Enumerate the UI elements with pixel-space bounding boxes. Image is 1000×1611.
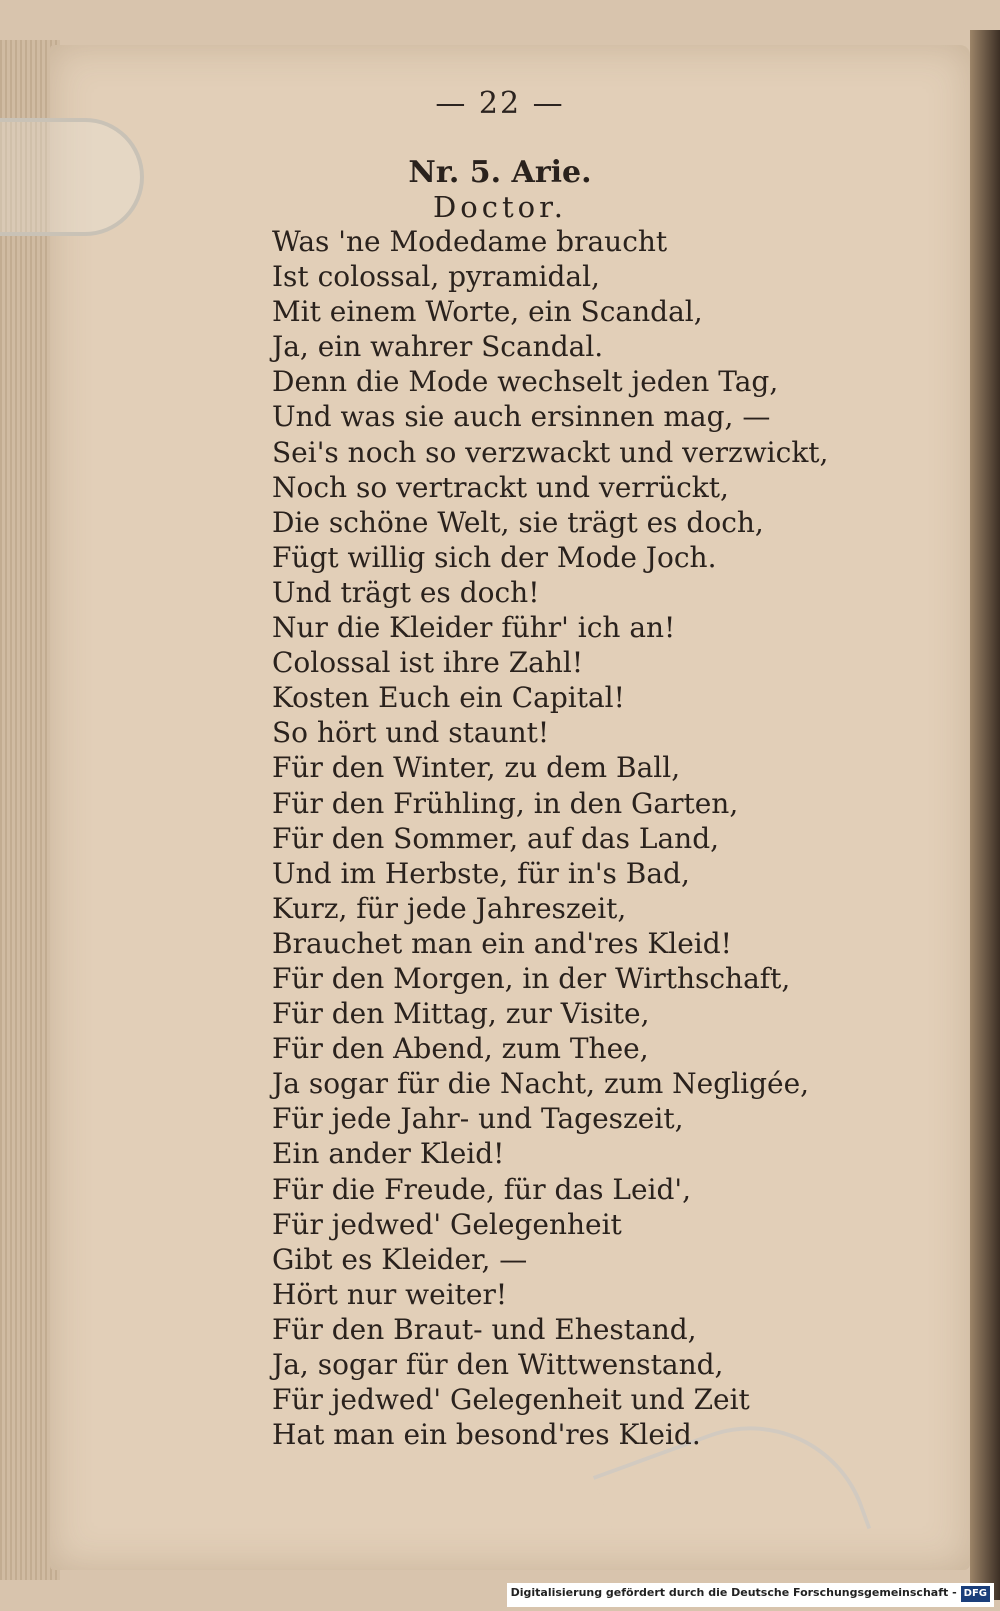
verse-line: Für jedwed' Gelegenheit (272, 1207, 622, 1241)
verse-line: Ein ander Kleid! (272, 1137, 505, 1171)
verse-line: Und was sie auch ersinnen mag, — (272, 400, 771, 434)
verse-line: Brauchet man ein and'res Kleid! (272, 926, 732, 960)
verse-line: Kosten Euch ein Capital! (272, 681, 625, 715)
aria-verse (272, 224, 832, 1452)
book-spine-shadow (970, 30, 1000, 1600)
verse-line: Ja, sogar für den Wittwenstand, (272, 1348, 724, 1381)
digitization-footer (507, 1583, 994, 1607)
footer-text: Digitalisierung gefördert durch die Deutsche Forschungsgemeinschaft - (510, 1586, 957, 1599)
verse-line: Für jedwed' Gelegenheit und Zeit (272, 1383, 750, 1417)
verse-line: Hat man ein besond'res Kleid. (272, 1418, 701, 1452)
verse-line: Colossal ist ihre Zahl! (272, 646, 584, 680)
verse-line: Ja, ein wahrer Scandal. (272, 330, 604, 364)
verse-line: Ja sogar für die Nacht, zum Negligée, (272, 1067, 810, 1101)
verse-line: Für den Abend, zum Thee, (272, 1032, 649, 1066)
verse-line: Noch so vertrackt und verrückt, (272, 470, 729, 504)
page-number: — 22 — (435, 86, 565, 121)
section-heading: Nr. 5. Arie. (408, 155, 592, 190)
verse-line: Was 'ne Modedame braucht (272, 225, 668, 258)
verse-line: Ist colossal, pyramidal, (272, 260, 600, 294)
verse-line: Kurz, für jede Jahreszeit, (272, 891, 627, 925)
verse-line: Gibt es Kleider, — (272, 1242, 528, 1276)
verse-line: Für den Morgen, in der Wirthschaft, (272, 961, 791, 995)
speaker-name: Doctor. (433, 190, 567, 224)
verse-line: Die schöne Welt, sie trägt es doch, (272, 505, 764, 539)
dfg-logo-icon: DFG (961, 1586, 990, 1602)
verse-line: Für den Frühling, in den Garten, (272, 786, 739, 820)
verse-line: So hört und staunt! (272, 716, 550, 750)
verse-line: Für jede Jahr- und Tageszeit, (272, 1102, 684, 1136)
verse-line: Mit einem Worte, ein Scandal, (272, 295, 703, 329)
verse-line: Sei's noch so verzwackt und verzwickt, (272, 435, 829, 469)
verse-line: Für den Sommer, auf das Land, (272, 821, 720, 855)
verse-line: Denn die Mode wechselt jeden Tag, (272, 365, 779, 399)
verse-line: Für den Braut- und Ehestand, (272, 1312, 697, 1346)
verse-line: Für den Mittag, zur Visite, (272, 997, 650, 1031)
verse-line: Fügt willig sich der Mode Joch. (272, 540, 717, 574)
verse-line: Und trägt es doch! (272, 575, 540, 609)
verse-line: Hört nur weiter! (272, 1277, 508, 1311)
verse-line: Und im Herbste, für in's Bad, (272, 856, 690, 890)
verse-line: Für die Freude, für das Leid', (272, 1172, 692, 1206)
verse-line: Für den Winter, zu dem Ball, (272, 751, 681, 785)
verse-line: Nur die Kleider führ' ich an! (272, 611, 676, 645)
